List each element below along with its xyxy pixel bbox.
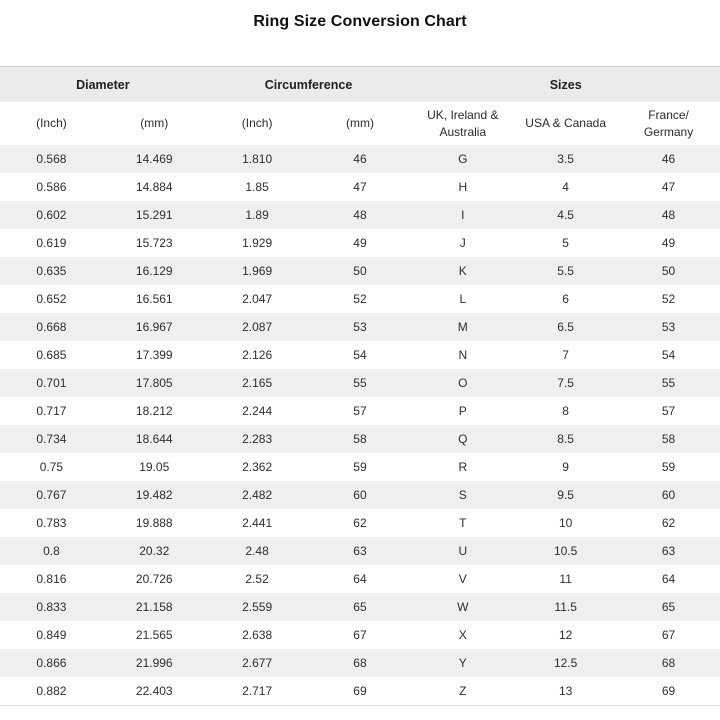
- cell-usa-canada: 8: [514, 397, 617, 425]
- cell-uk-ireland-australia: O: [411, 369, 514, 397]
- cell-diameter-mm: 15.291: [103, 201, 206, 229]
- cell-circumference-inch: 2.244: [206, 397, 309, 425]
- column-header-diameter-inch: (Inch): [0, 102, 103, 145]
- table-row: [0, 313, 720, 341]
- cell-uk-ireland-australia: K: [411, 257, 514, 285]
- table-row: [0, 565, 720, 593]
- cell-uk-ireland-australia: Q: [411, 425, 514, 453]
- cell-diameter-mm: 14.469: [103, 145, 206, 173]
- cell-circumference-inch: 2.48: [206, 537, 309, 565]
- cell-france-germany: 48: [617, 201, 720, 229]
- cell-france-germany: 50: [617, 257, 720, 285]
- cell-diameter-mm: 21.565: [103, 621, 206, 649]
- cell-circumference-inch: 2.559: [206, 593, 309, 621]
- table-row: [0, 369, 720, 397]
- table-body: [0, 145, 720, 706]
- cell-usa-canada: 5.5: [514, 257, 617, 285]
- cell-uk-ireland-australia: N: [411, 341, 514, 369]
- cell-diameter-inch: 0.849: [0, 621, 103, 649]
- cell-usa-canada: 6.5: [514, 313, 617, 341]
- cell-france-germany: 57: [617, 397, 720, 425]
- cell-diameter-mm: 20.32: [103, 537, 206, 565]
- cell-uk-ireland-australia: T: [411, 509, 514, 537]
- cell-circumference-inch: 2.047: [206, 285, 309, 313]
- cell-diameter-inch: 0.882: [0, 677, 103, 706]
- table-row: [0, 453, 720, 481]
- cell-diameter-inch: 0.734: [0, 425, 103, 453]
- cell-france-germany: 68: [617, 649, 720, 677]
- cell-france-germany: 60: [617, 481, 720, 509]
- cell-uk-ireland-australia: I: [411, 201, 514, 229]
- cell-usa-canada: 11: [514, 565, 617, 593]
- cell-circumference-inch: 2.441: [206, 509, 309, 537]
- cell-diameter-mm: 19.482: [103, 481, 206, 509]
- cell-france-germany: 54: [617, 341, 720, 369]
- cell-diameter-mm: 15.723: [103, 229, 206, 257]
- cell-diameter-inch: 0.685: [0, 341, 103, 369]
- cell-diameter-mm: 19.05: [103, 453, 206, 481]
- cell-usa-canada: 5: [514, 229, 617, 257]
- cell-diameter-inch: 0.8: [0, 537, 103, 565]
- cell-circumference-inch: 2.717: [206, 677, 309, 706]
- cell-diameter-inch: 0.635: [0, 257, 103, 285]
- cell-uk-ireland-australia: R: [411, 453, 514, 481]
- column-header-circumference-inch: (Inch): [206, 102, 309, 145]
- cell-france-germany: 63: [617, 537, 720, 565]
- cell-diameter-mm: 14.884: [103, 173, 206, 201]
- cell-usa-canada: 7: [514, 341, 617, 369]
- cell-usa-canada: 6: [514, 285, 617, 313]
- table-row: [0, 677, 720, 706]
- cell-circumference-mm: 59: [309, 453, 412, 481]
- cell-usa-canada: 9.5: [514, 481, 617, 509]
- table-row: [0, 537, 720, 565]
- cell-diameter-mm: 16.129: [103, 257, 206, 285]
- cell-circumference-mm: 52: [309, 285, 412, 313]
- cell-diameter-mm: 22.403: [103, 677, 206, 706]
- cell-circumference-mm: 54: [309, 341, 412, 369]
- table-row: [0, 649, 720, 677]
- cell-diameter-inch: 0.568: [0, 145, 103, 173]
- group-header-circumference: Circumference: [206, 67, 412, 103]
- cell-france-germany: 62: [617, 509, 720, 537]
- cell-usa-canada: 3.5: [514, 145, 617, 173]
- table-row: [0, 481, 720, 509]
- cell-france-germany: 58: [617, 425, 720, 453]
- cell-circumference-inch: 2.52: [206, 565, 309, 593]
- cell-diameter-inch: 0.586: [0, 173, 103, 201]
- cell-diameter-mm: 18.644: [103, 425, 206, 453]
- cell-uk-ireland-australia: U: [411, 537, 514, 565]
- column-header-diameter-mm: (mm): [103, 102, 206, 145]
- cell-circumference-mm: 69: [309, 677, 412, 706]
- cell-diameter-inch: 0.619: [0, 229, 103, 257]
- cell-diameter-inch: 0.652: [0, 285, 103, 313]
- cell-diameter-mm: 21.996: [103, 649, 206, 677]
- column-header-uk-ireland-australia: UK, Ireland & Australia: [411, 102, 514, 145]
- group-header-diameter: Diameter: [0, 67, 206, 103]
- table-row: [0, 425, 720, 453]
- table-column-header-row: [0, 102, 720, 145]
- cell-diameter-mm: 16.967: [103, 313, 206, 341]
- cell-usa-canada: 4.5: [514, 201, 617, 229]
- cell-usa-canada: 10.5: [514, 537, 617, 565]
- cell-uk-ireland-australia: P: [411, 397, 514, 425]
- cell-circumference-mm: 68: [309, 649, 412, 677]
- cell-uk-ireland-australia: H: [411, 173, 514, 201]
- table-row: [0, 173, 720, 201]
- table-row: [0, 257, 720, 285]
- cell-france-germany: 67: [617, 621, 720, 649]
- cell-usa-canada: 7.5: [514, 369, 617, 397]
- table-group-header-row: [0, 67, 720, 103]
- cell-france-germany: 64: [617, 565, 720, 593]
- page-title: Ring Size Conversion Chart: [253, 13, 467, 30]
- cell-uk-ireland-australia: J: [411, 229, 514, 257]
- cell-uk-ireland-australia: G: [411, 145, 514, 173]
- cell-diameter-mm: 16.561: [103, 285, 206, 313]
- cell-france-germany: 65: [617, 593, 720, 621]
- cell-circumference-mm: 60: [309, 481, 412, 509]
- table-row: [0, 397, 720, 425]
- cell-france-germany: 55: [617, 369, 720, 397]
- cell-circumference-mm: 55: [309, 369, 412, 397]
- cell-diameter-inch: 0.833: [0, 593, 103, 621]
- column-header-france-germany: France/ Germany: [617, 102, 720, 145]
- cell-circumference-mm: 47: [309, 173, 412, 201]
- table-row: [0, 621, 720, 649]
- cell-diameter-mm: 20.726: [103, 565, 206, 593]
- cell-circumference-mm: 67: [309, 621, 412, 649]
- cell-diameter-inch: 0.701: [0, 369, 103, 397]
- group-header-sizes: Sizes: [411, 67, 720, 103]
- cell-uk-ireland-australia: X: [411, 621, 514, 649]
- cell-uk-ireland-australia: V: [411, 565, 514, 593]
- cell-diameter-inch: 0.75: [0, 453, 103, 481]
- cell-usa-canada: 8.5: [514, 425, 617, 453]
- table-row: [0, 341, 720, 369]
- column-header-usa-canada: USA & Canada: [514, 102, 617, 145]
- cell-circumference-inch: 1.810: [206, 145, 309, 173]
- cell-circumference-mm: 48: [309, 201, 412, 229]
- table-row: [0, 509, 720, 537]
- cell-diameter-mm: 18.212: [103, 397, 206, 425]
- cell-circumference-inch: 2.638: [206, 621, 309, 649]
- cell-circumference-mm: 53: [309, 313, 412, 341]
- cell-circumference-mm: 46: [309, 145, 412, 173]
- cell-diameter-inch: 0.767: [0, 481, 103, 509]
- cell-france-germany: 53: [617, 313, 720, 341]
- cell-uk-ireland-australia: Z: [411, 677, 514, 706]
- cell-uk-ireland-australia: W: [411, 593, 514, 621]
- cell-diameter-inch: 0.602: [0, 201, 103, 229]
- cell-usa-canada: 13: [514, 677, 617, 706]
- table-row: [0, 593, 720, 621]
- column-header-circumference-mm: (mm): [309, 102, 412, 145]
- cell-circumference-mm: 65: [309, 593, 412, 621]
- cell-uk-ireland-australia: M: [411, 313, 514, 341]
- cell-usa-canada: 4: [514, 173, 617, 201]
- cell-france-germany: 59: [617, 453, 720, 481]
- cell-usa-canada: 12: [514, 621, 617, 649]
- table-row: [0, 229, 720, 257]
- cell-france-germany: 47: [617, 173, 720, 201]
- cell-circumference-inch: 2.087: [206, 313, 309, 341]
- cell-circumference-inch: 2.362: [206, 453, 309, 481]
- cell-circumference-inch: 1.929: [206, 229, 309, 257]
- cell-uk-ireland-australia: S: [411, 481, 514, 509]
- cell-circumference-mm: 63: [309, 537, 412, 565]
- cell-circumference-mm: 49: [309, 229, 412, 257]
- cell-france-germany: 52: [617, 285, 720, 313]
- cell-circumference-mm: 64: [309, 565, 412, 593]
- cell-diameter-mm: 17.805: [103, 369, 206, 397]
- cell-circumference-inch: 2.126: [206, 341, 309, 369]
- cell-usa-canada: 10: [514, 509, 617, 537]
- cell-diameter-inch: 0.866: [0, 649, 103, 677]
- cell-france-germany: 69: [617, 677, 720, 706]
- ring-size-conversion-table: [0, 66, 720, 706]
- cell-circumference-mm: 57: [309, 397, 412, 425]
- cell-uk-ireland-australia: L: [411, 285, 514, 313]
- cell-circumference-inch: 1.89: [206, 201, 309, 229]
- table-row: [0, 285, 720, 313]
- cell-diameter-inch: 0.783: [0, 509, 103, 537]
- cell-circumference-mm: 58: [309, 425, 412, 453]
- cell-circumference-inch: 1.969: [206, 257, 309, 285]
- cell-france-germany: 49: [617, 229, 720, 257]
- cell-usa-canada: 12.5: [514, 649, 617, 677]
- cell-diameter-mm: 21.158: [103, 593, 206, 621]
- cell-circumference-inch: 2.482: [206, 481, 309, 509]
- cell-circumference-inch: 2.165: [206, 369, 309, 397]
- cell-circumference-mm: 50: [309, 257, 412, 285]
- cell-diameter-inch: 0.816: [0, 565, 103, 593]
- cell-france-germany: 46: [617, 145, 720, 173]
- cell-circumference-inch: 2.677: [206, 649, 309, 677]
- cell-diameter-mm: 17.399: [103, 341, 206, 369]
- cell-circumference-inch: 1.85: [206, 173, 309, 201]
- cell-diameter-inch: 0.717: [0, 397, 103, 425]
- cell-usa-canada: 9: [514, 453, 617, 481]
- cell-usa-canada: 11.5: [514, 593, 617, 621]
- cell-diameter-mm: 19.888: [103, 509, 206, 537]
- cell-circumference-inch: 2.283: [206, 425, 309, 453]
- table-row: [0, 145, 720, 173]
- cell-diameter-inch: 0.668: [0, 313, 103, 341]
- cell-uk-ireland-australia: Y: [411, 649, 514, 677]
- table-header: [0, 67, 720, 146]
- cell-circumference-mm: 62: [309, 509, 412, 537]
- table-row: [0, 201, 720, 229]
